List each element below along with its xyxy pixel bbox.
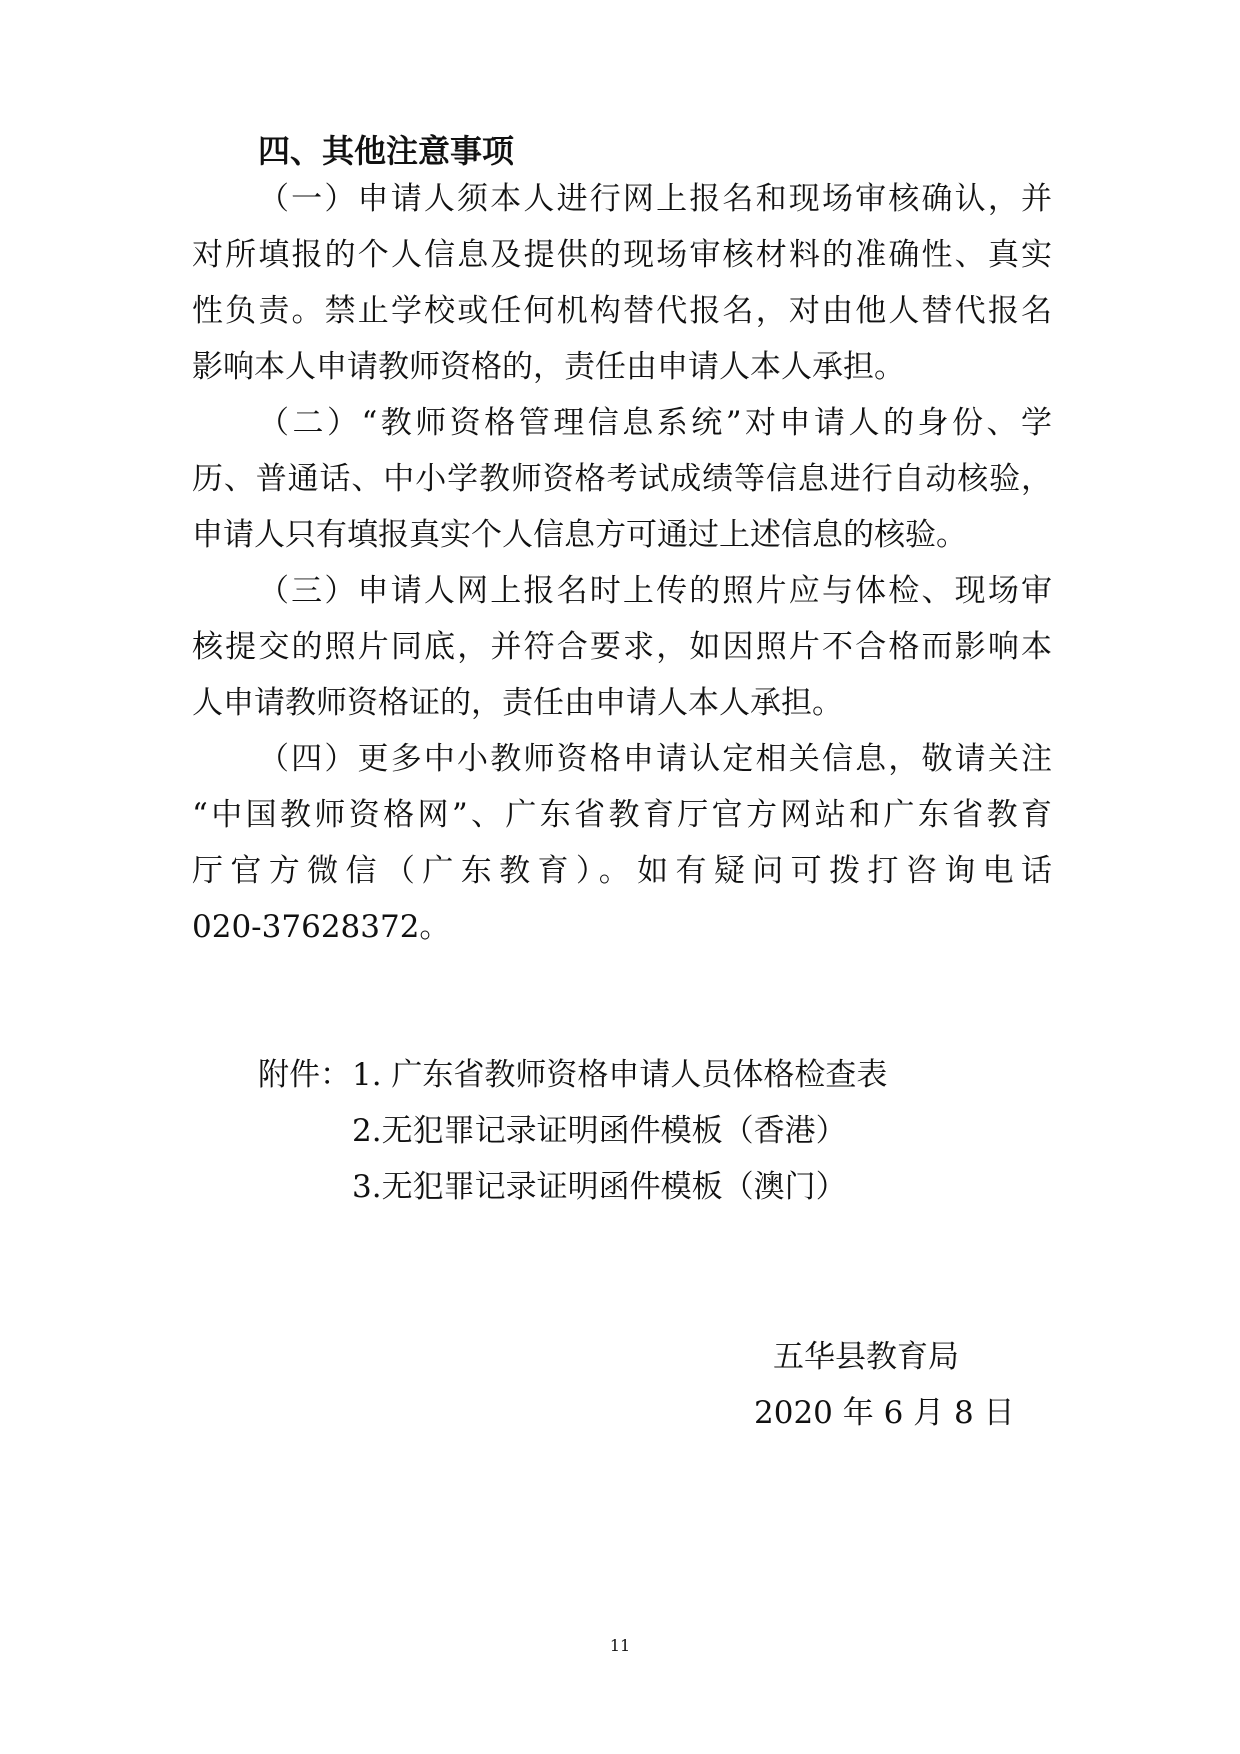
paragraph-3-line-3: 人申请教师资格证的，责任由申请人本人承担。 [192, 685, 843, 721]
paragraph-3-line-2: 核提交的照片同底，并符合要求，如因照片不合格而影响本 [192, 629, 1052, 665]
section-heading: 四、其他注意事项 [258, 132, 515, 170]
paragraph-2-line-2: 历、普通话、中小学教师资格考试成绩等信息进行自动核验， [192, 461, 1052, 497]
page-number: 11 [609, 1636, 631, 1655]
paragraph-1-line-3: 性负责。禁止学校或任何机构替代报名，对由他人替代报名 [192, 293, 1052, 329]
signature-date: 2020 年 6 月 8 日 [754, 1395, 1015, 1431]
paragraph-3-line-1: （三）申请人网上报名时上传的照片应与体检、现场审 [258, 573, 1052, 609]
paragraph-2-line-3: 申请人只有填报真实个人信息方可通过上述信息的核验。 [192, 517, 967, 553]
signature-organization: 五华县教育局 [773, 1339, 959, 1375]
attachment-item-1: 1. 广东省教师资格申请人员体格检查表 [352, 1057, 888, 1093]
attachment-item-3: 3.无犯罪记录证明函件模板（澳门） [352, 1169, 847, 1205]
paragraph-4-line-4: 020-37628372。 [192, 909, 451, 945]
attachments-label: 附件： [258, 1057, 351, 1093]
paragraph-2-line-1: （二）“教师资格管理信息系统”对申请人的身份、学 [258, 405, 1052, 441]
paragraph-1-line-2: 对所填报的个人信息及提供的现场审核材料的准确性、真实 [192, 237, 1052, 273]
paragraph-1-line-4: 影响本人申请教师资格的，责任由申请人本人承担。 [192, 349, 905, 385]
paragraph-4-line-1: （四）更多中小教师资格申请认定相关信息，敬请关注 [258, 741, 1052, 777]
paragraph-1-line-1: （一）申请人须本人进行网上报名和现场审核确认，并 [258, 181, 1052, 217]
paragraph-4-line-2: “中国教师资格网”、广东省教育厅官方网站和广东省教育 [192, 797, 1052, 833]
paragraph-4-line-3: 厅官方微信（广东教育）。如有疑问可拨打咨询电话 [192, 853, 1052, 889]
attachment-item-2: 2.无犯罪记录证明函件模板（香港） [352, 1113, 847, 1149]
